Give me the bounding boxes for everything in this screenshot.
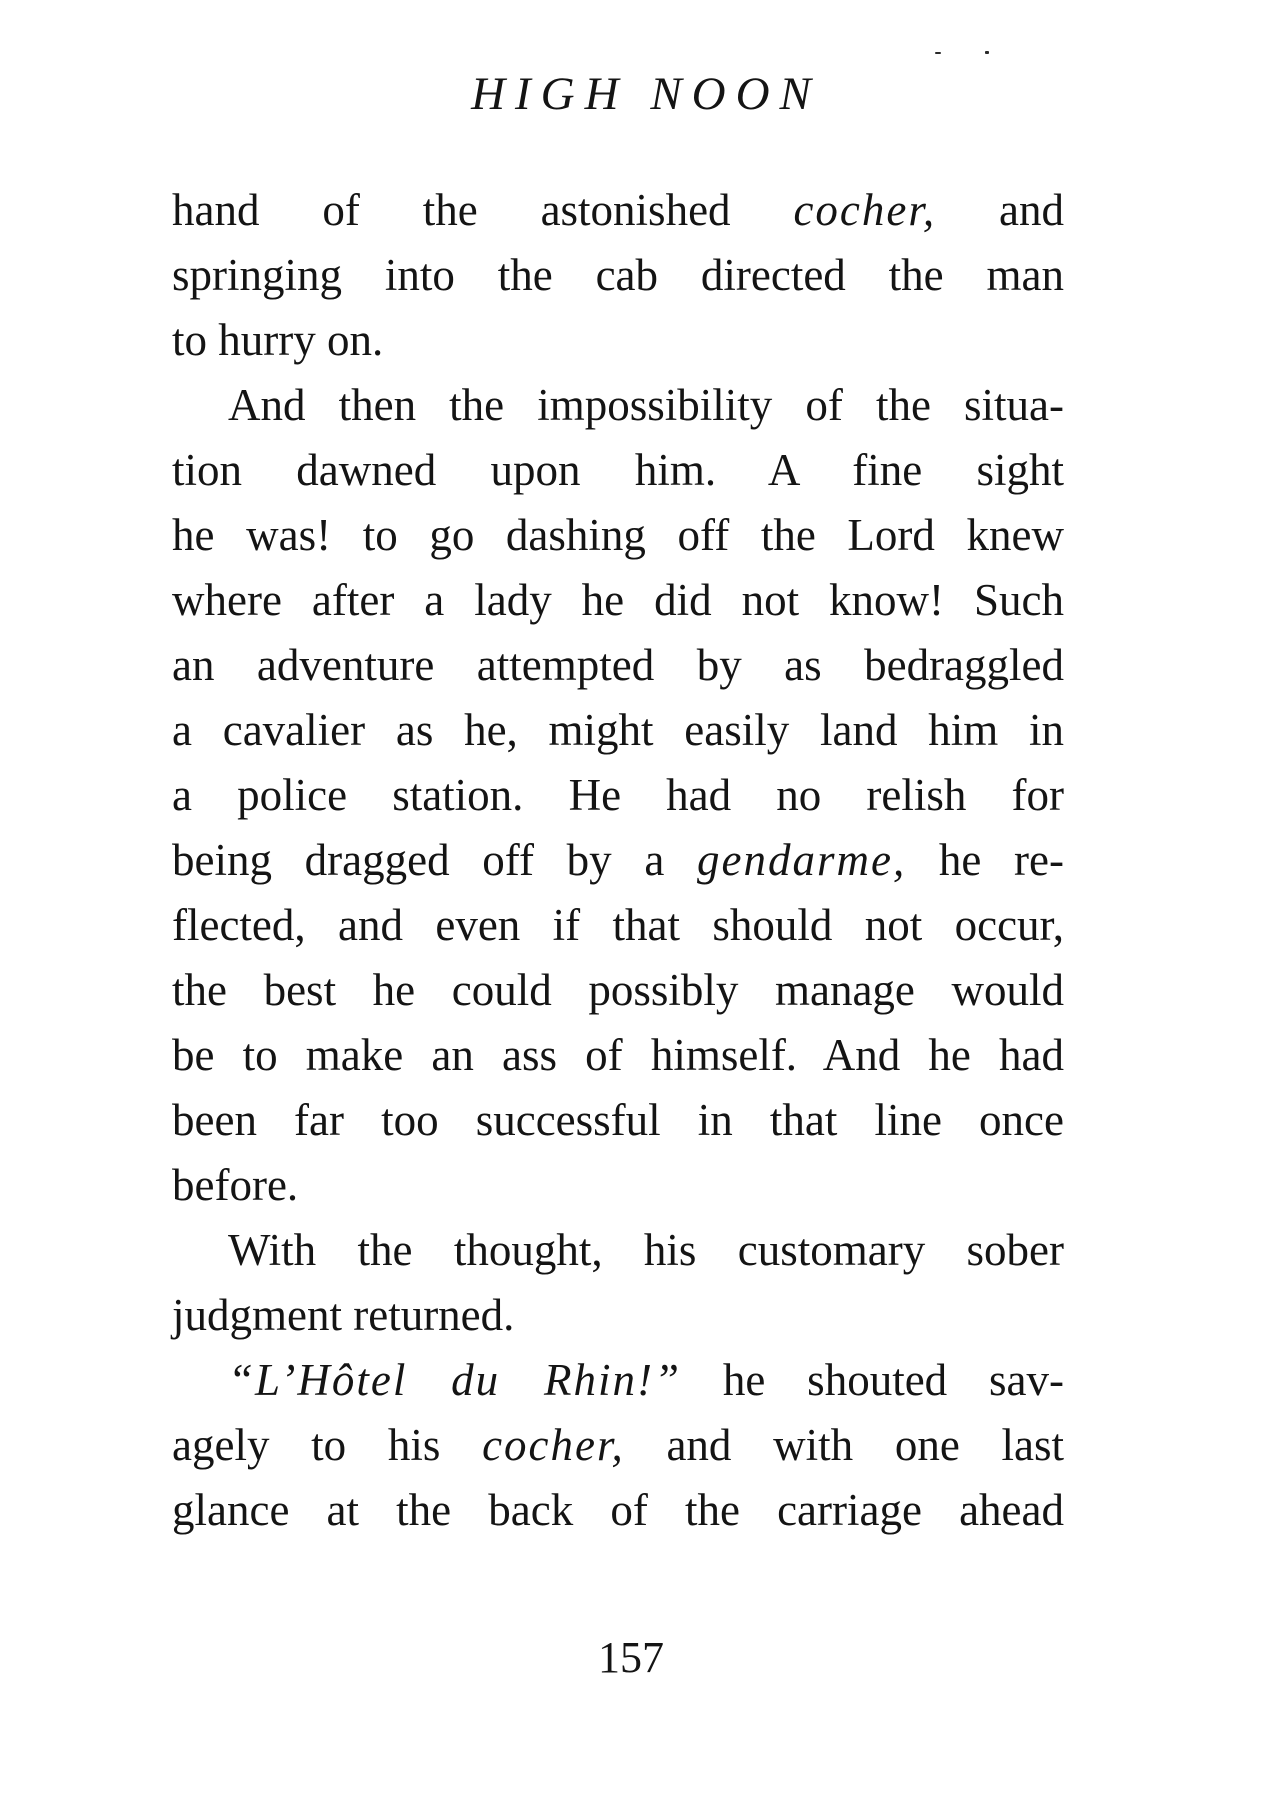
print-speck (985, 51, 989, 54)
text-line (172, 1348, 1064, 1413)
line-text: With the thought, his customary sober (228, 1225, 1064, 1275)
print-speck (935, 52, 941, 54)
text-line (172, 828, 1064, 893)
line-text: judgment returned. (172, 1290, 515, 1340)
text-line (172, 503, 1064, 568)
text-line (172, 763, 1064, 828)
italic-word: cocher, (793, 185, 937, 235)
text-line (172, 633, 1064, 698)
line-text: before. (172, 1160, 299, 1210)
text-line (172, 698, 1064, 763)
text-line (172, 958, 1064, 1023)
line-text: hand of the astonished (172, 185, 794, 235)
text-line (172, 373, 1064, 438)
line-text: where after a lady he did not know! Such (172, 575, 1064, 625)
text-line (172, 1218, 1064, 1283)
text-line (172, 243, 1064, 308)
body-text (172, 178, 1064, 1543)
line-text: tion dawned upon him. A fine sight (172, 445, 1064, 495)
line-text: flected, and even if that should not occur, (172, 900, 1064, 950)
line-text: glance at the back of the carriage ahead (172, 1485, 1064, 1535)
line-text-after: and (936, 185, 1064, 235)
text-line (172, 568, 1064, 633)
line-text: been far too successful in that line once (172, 1095, 1064, 1145)
text-line (172, 308, 1064, 373)
text-line (172, 178, 1064, 243)
line-text: a cavalier as he, might easily land him in (172, 705, 1064, 755)
line-text: he shouted sav- (681, 1355, 1064, 1405)
running-title: HIGH NOON (471, 68, 821, 120)
running-head (0, 64, 1262, 124)
line-text-after: and with one last (624, 1420, 1064, 1470)
text-line (172, 1283, 1064, 1348)
text-line (172, 893, 1064, 958)
page-number: 157 (598, 1633, 664, 1682)
line-text: to hurry on. (172, 315, 384, 365)
italic-word: gendarme, (696, 835, 907, 885)
text-line (172, 1478, 1064, 1543)
text-line (172, 1413, 1064, 1478)
italic-phrase: “L’Hôtel du Rhin!” (228, 1355, 682, 1405)
line-text: an adventure attempted by as bedraggled (172, 640, 1064, 690)
text-line (172, 1088, 1064, 1153)
line-text: the best he could possibly manage would (172, 965, 1064, 1015)
text-line (172, 1023, 1064, 1088)
text-line (172, 438, 1064, 503)
line-text: being dragged off by a (172, 835, 697, 885)
line-text: agely to his (172, 1420, 483, 1470)
italic-word: cocher, (482, 1420, 625, 1470)
line-text-after: he re- (906, 835, 1064, 885)
line-text: springing into the cab directed the man (172, 250, 1064, 300)
line-text: he was! to go dashing off the Lord knew (172, 510, 1064, 560)
line-text: a police station. He had no relish for (172, 770, 1064, 820)
text-line (172, 1153, 1064, 1218)
line-text: And then the impossibility of the situa- (228, 380, 1064, 430)
line-text: be to make an ass of himself. And he had (172, 1030, 1064, 1080)
